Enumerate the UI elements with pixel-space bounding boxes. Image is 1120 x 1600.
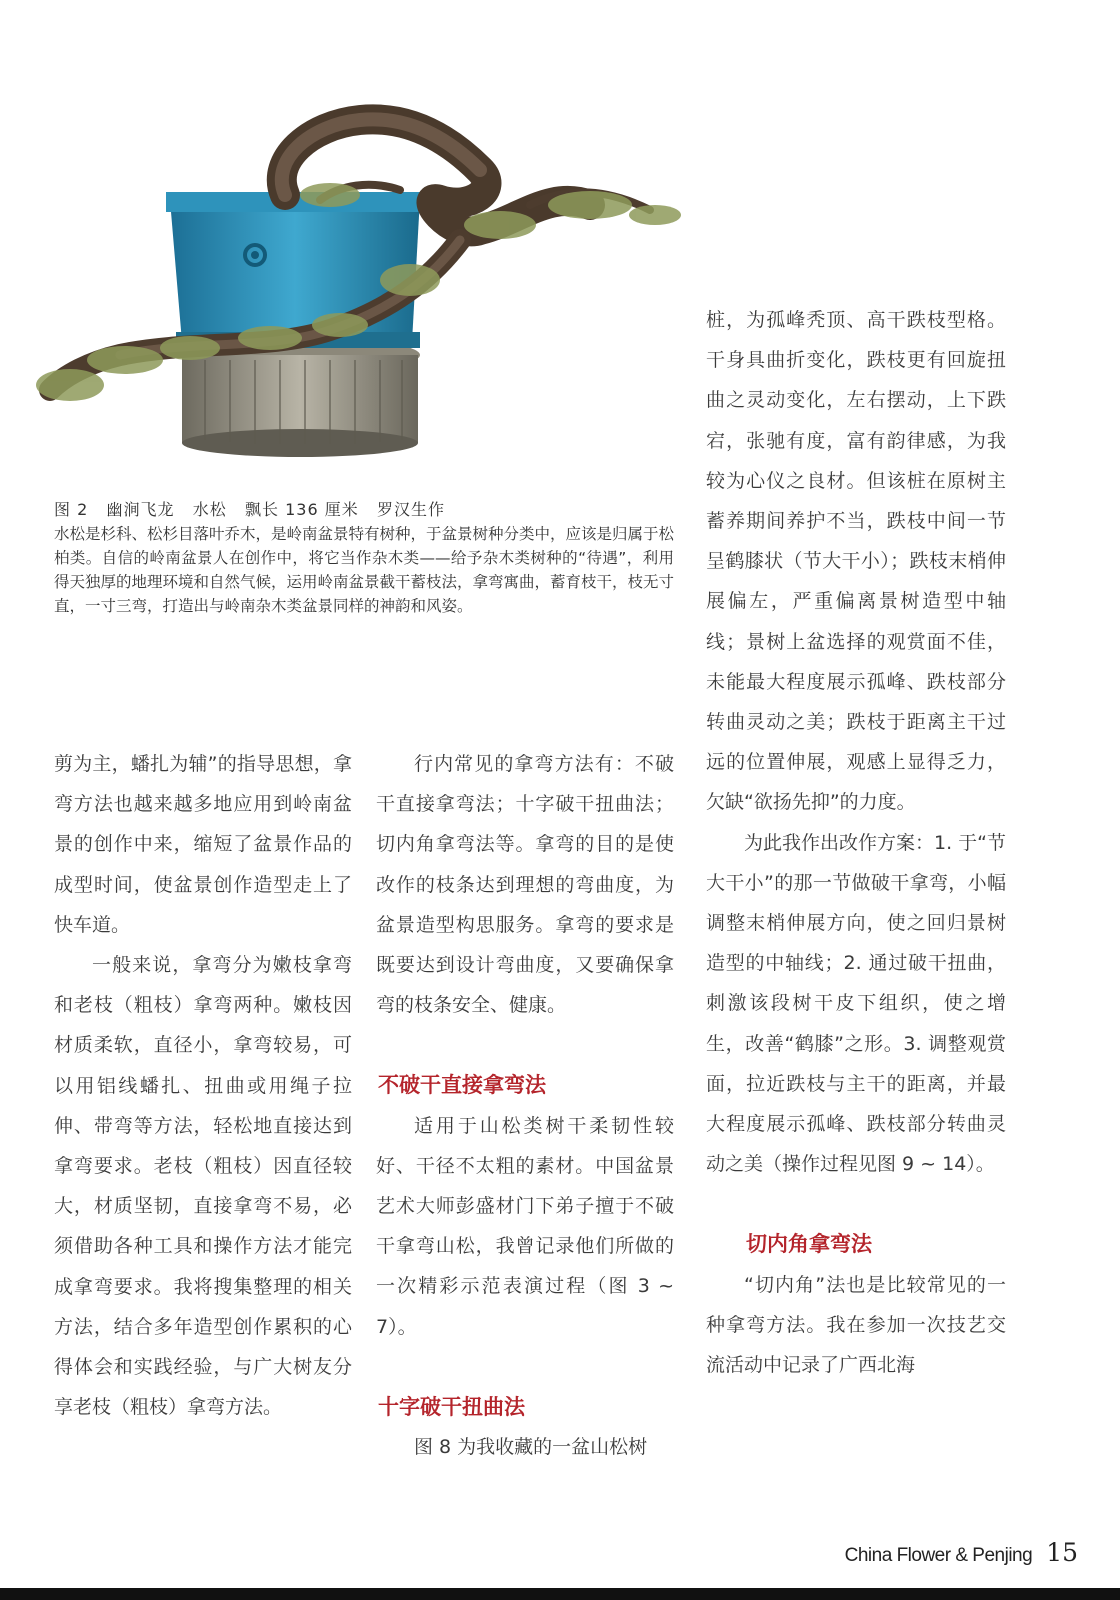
section-heading: 十字破干扭曲法 (378, 1394, 525, 1419)
paragraph: 为此我作出改作方案：1. 于“节大干小”的那一节做破干拿弯，小幅调整末梢伸展方向，使之回归景树造型的中轴线；2. 通过破干扭曲，刺激该段树干皮下组织，使之增生，改善“鹤膝”之形。3. 调整观赏面，拉近跌枝与主干的距离，并最大程度展示孤峰、跌枝部分转曲灵动之美（操作过程见图 9 ~ 14）。 (706, 831, 1007, 1176)
paragraph: 一般来说，拿弯分为嫩枝拿弯和老枝（粗枝）拿弯两种。嫩枝因材质柔软，直径小，拿弯较易，可以用铝线蟠扎、扭曲或用绳子拉伸、带弯等方法，轻松地直接达到拿弯要求。老枝（粗枝）因直径较大，材质坚韧，直接拿弯不易，必须借助各种工具和操作方法才能完成拿弯要求。我将搜集整理的相关方法，结合多年造型创作累积的心得体会和实践经验，与广大树友分享老枝（粗枝）拿弯方法。 (54, 954, 352, 1419)
paragraph: 适用于山松类树干柔韧性较好、干径不太粗的素材。中国盆景艺术大师彭盛材门下弟子擅于不破干拿弯山松，我曾记录他们所做的一次精彩示范表演过程（图 3 ~ 7）。 (376, 1114, 674, 1338)
figure-caption-title: 图 2 幽涧飞龙 水松 飘长 136 厘米 罗汉生作 (54, 500, 446, 519)
text-column-1 (54, 744, 352, 1427)
paragraph: 剪为主，蟠扎为辅”的指导思想，拿弯方法也越来越多地应用到岭南盆景的创作中来，缩短了盆景作品的成型时间，使盆景创作造型走上了快车道。 (54, 753, 352, 936)
paragraph: 行内常见的拿弯方法有：不破干直接拿弯法；十字破干扭曲法；切内角拿弯法等。拿弯的目的是使改作的枝条达到理想的弯曲度，为盆景造型构思服务。拿弯的要求是既要达到设计弯曲度，又要确保拿弯的枝条安全、健康。 (376, 753, 674, 1017)
magazine-name: China Flower & Penjing (844, 1545, 1033, 1566)
bottom-bar (0, 1588, 1120, 1600)
figure-caption-body: 水松是杉科、松杉目落叶乔木，是岭南盆景特有树种，于盆景树种分类中，应该是归属于松柏类。自信的岭南盆景人在创作中，将它当作杂木类——给予杂木类树种的“待遇”，利用得天独厚的地理环境和自然气候，运用岭南盆景截干蓄枝法，拿弯寓曲，蓄育枝干，枝无寸直，一寸三弯，打造出与岭南杂木类盆景同样的神韵和风姿。 (54, 525, 675, 615)
page-number: 15 (1046, 1538, 1078, 1567)
page-footer (845, 1538, 1078, 1567)
paragraph: 图 8 为我收藏的一盆山松树 (414, 1436, 648, 1459)
bonsai-photo (30, 80, 690, 480)
text-column-2 (376, 744, 674, 1467)
section-heading: 不破干直接拿弯法 (378, 1073, 546, 1098)
paragraph: “切内角”法也是比较常见的一种拿弯方法。我在参加一次技艺交流活动中记录了广西北海 (706, 1273, 1006, 1377)
section-heading: 切内角拿弯法 (746, 1232, 872, 1257)
paragraph: 桩，为孤峰秃顶、高干跌枝型格。干身具曲折变化，跌枝更有回旋扭曲之灵动变化，左右摆动，上下跌宕，张驰有度，富有韵律感，为我较为心仪之良材。但该桩在原树主蓄养期间养护不当，跌枝中间一节呈鹤膝状（节大干小）；跌枝末梢伸展偏左，严重偏离景树造型中轴线；景树上盆选择的观赏面不佳，未能最大程度展示孤峰、跌枝部分转曲灵动之美；跌枝于距离主干过远的位置伸展，观感上显得乏力，欠缺“欲扬先抑”的力度。 (706, 309, 1006, 814)
blue-pot (166, 192, 424, 348)
text-column-3 (706, 300, 1006, 1385)
